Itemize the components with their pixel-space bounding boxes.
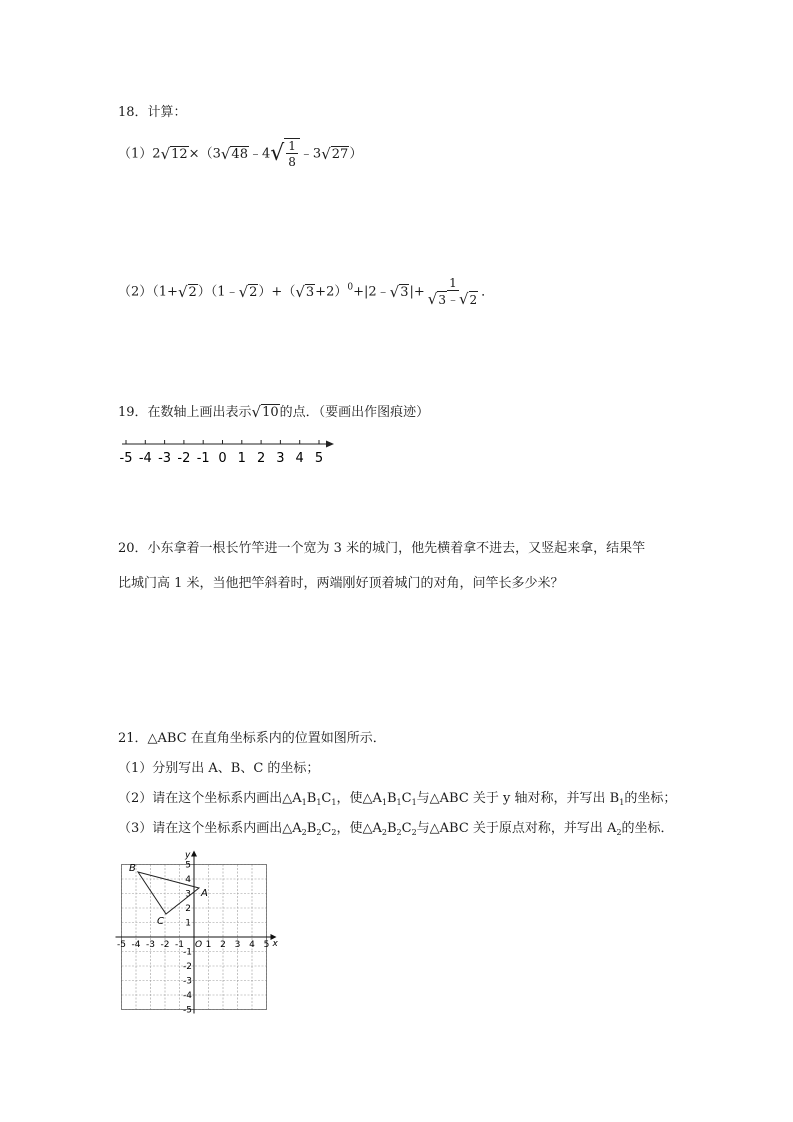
x-tick-label: 2 — [220, 940, 226, 950]
x-tick-label: -4 — [131, 940, 141, 950]
q21-part2: （2）请在这个坐标系内画出$\triangle A_1B_1C_1$，使$\triangle A_1B_1C_1$与△ABC 关于 y 轴对称，并写出 $B_1$的坐标； — [118, 791, 677, 807]
coordinate-grid — [114, 842, 284, 1014]
x-tick-label: -2 — [160, 940, 170, 950]
y-tick-label: -5 — [183, 1005, 192, 1014]
y-tick-label: -3 — [183, 976, 192, 987]
number-line-label: -5 — [119, 451, 133, 466]
q20-line2: 比城门高 1 米，当他把竿斜着时，两端刚好顶着城门的对角，问竿长多少米？ — [118, 576, 564, 591]
x-tick-label: -1 — [175, 940, 184, 950]
q18-p1-times: ×（ — [188, 146, 213, 162]
number-line-label: -2 — [177, 451, 191, 466]
sqrt-10: √ 10 — [251, 403, 279, 421]
number-line-label: -3 — [158, 451, 172, 466]
sqrt-3b: √ 3 — [389, 282, 409, 301]
sqrt-12: √ 12 — [160, 144, 188, 163]
y-tick-label: -4 — [183, 991, 192, 1001]
number-line — [112, 432, 342, 472]
sqrt-2b: √ 2 — [238, 282, 258, 301]
q20-line1: 20．小东拿着一根长竹竿进一个宽为 3 米的城门，他先横着拿不进去，又竖起来拿，结果竿 — [118, 541, 646, 556]
q18-p2-fraction: 1 √ 3 ﹣ √ 2 — [427, 276, 478, 308]
number-line-label: 0 — [218, 451, 227, 466]
point-label-a: A — [201, 888, 208, 899]
y-tick-label: -1 — [183, 947, 192, 958]
y-axis-label: y — [185, 850, 191, 861]
y-tick-label: -2 — [183, 962, 192, 972]
q18-part2: （2）（1+ √ 2 ）（1﹣ √ 2 ）+（ √ 3 +2）$^0$+|2﹣ √ 3 |+ 1 √ 3 ﹣ √ 2 ． — [118, 276, 495, 308]
q19-text: 19．在数轴上画出表示 √ 10 的点．（要画出作图痕迹） — [118, 403, 430, 421]
x-tick-label: -3 — [146, 940, 155, 950]
y-tick-label: 5 — [185, 860, 191, 871]
x-tick-label: 4 — [249, 940, 255, 950]
x-axis-label: x — [272, 939, 278, 949]
q18-p1-coef: 2 — [152, 146, 161, 162]
q21-part3: （3）请在这个坐标系内画出$\triangle A_2B_2C_2$，使$\triangle A_2B_2C_2$与△ABC 关于原点对称，并写出 $A_2$的坐标． — [118, 821, 674, 837]
q18-title: 18．计算： — [118, 105, 187, 120]
number-line-label: 1 — [237, 451, 246, 466]
y-tick-label: 4 — [185, 875, 191, 885]
sqrt-2a: √ 2 — [177, 282, 197, 301]
x-tick-label: 3 — [234, 940, 241, 950]
sqrt-48: √ 48 — [220, 144, 248, 163]
y-axis-arrow — [191, 851, 197, 857]
origin-label: O — [195, 940, 203, 950]
number-line-label: 3 — [276, 451, 285, 466]
q21-part1: （1）分别写出 A、B、C 的坐标； — [118, 761, 320, 776]
y-tick-label: 1 — [185, 918, 191, 929]
y-tick-label: 3 — [185, 889, 191, 900]
x-tick-label: 1 — [205, 940, 212, 950]
x-tick-label: 5 — [263, 940, 270, 950]
number-line-label: 2 — [256, 451, 266, 466]
q21-title: 21．△ABC 在直角坐标系内的位置如图所示． — [118, 731, 386, 746]
x-tick-label: -5 — [117, 940, 126, 950]
point-label-b: B — [129, 863, 136, 874]
number-line-label: -4 — [138, 451, 152, 466]
number-line-label: 4 — [295, 451, 304, 466]
sqrt-3a: √ 3 — [295, 282, 315, 301]
number-line-label: 5 — [314, 451, 324, 466]
number-line-label: -1 — [196, 451, 210, 466]
q18-p1-label: （1） — [118, 146, 153, 162]
point-label-c: C — [157, 916, 164, 927]
sqrt-27: √ 27 — [321, 144, 349, 163]
q18-p2-label: （2） — [118, 284, 153, 300]
y-tick-label: 2 — [185, 904, 191, 914]
sqrt-one-eighth: √ $\frac{1}{8}$ — [270, 138, 300, 170]
q18-part1: （1）2 √ 12 ×（3 √ 48 ﹣4 √ $\frac{1}{8}$ ﹣3 √ 27 ） — [118, 139, 363, 169]
